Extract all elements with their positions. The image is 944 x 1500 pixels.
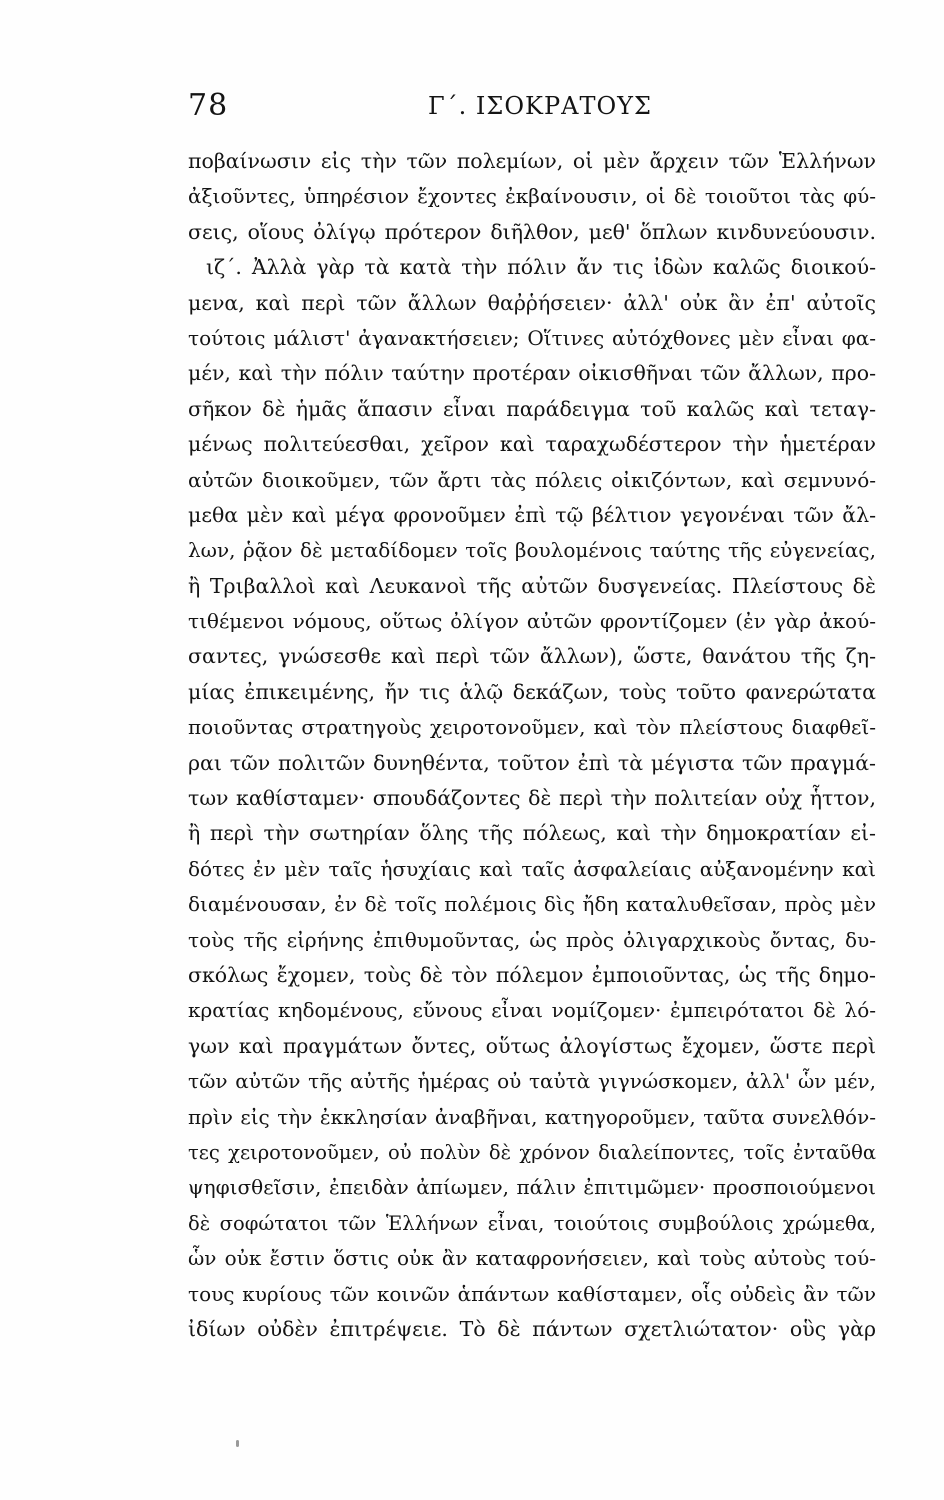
text-line: ποβαίνωσιν εἰς τὴν τῶν πολεμίων, οἱ μὲν ἄρχειν τῶν Ἑλλήνων: [188, 149, 876, 173]
text-line: δὲ σοφώτατοι τῶν Ἑλλήνων εἶναι, τοιούτοις συμβούλοις χρώμεθα,: [188, 1211, 876, 1235]
text-line: μεθα μὲν καὶ μέγα φρονοῦμεν ἐπὶ τῷ βέλτιον γεγονέναι τῶν ἄλ-: [188, 502, 876, 527]
text-line: σεις, οἵους ὀλίγῳ πρότερον διῆλθον, μεθ' ὅπλων κινδυνεύουσιν.: [188, 219, 876, 244]
text-line: γων καὶ πραγμάτων ὄντες, οὕτως ἀλογίστως ἔχομεν, ὥστε περὶ: [188, 1033, 876, 1058]
text-line: κρατίας κηδομένους, εὔνους εἶναι νομίζομεν· ἐμπειρότατοι δὲ λό-: [188, 998, 876, 1023]
text-line: αὐτῶν διοικοῦμεν, τῶν ἄρτι τὰς πόλεις οἰκιζόντων, καὶ σεμνυνό-: [188, 467, 876, 492]
text-line: λων, ῥᾷον δὲ μεταδίδομεν τοῖς βουλομένοις ταύτης τῆς εὐγενείας,: [188, 538, 876, 563]
text-line: μέν, καὶ τὴν πόλιν ταύτην προτέραν οἰκισθῆναι τῶν ἄλλων, προ-: [188, 361, 876, 386]
running-head: [188, 86, 876, 126]
text-line: πρὶν εἰς τὴν ἐκκλησίαν ἀναβῆναι, κατηγοροῦμεν, ταῦτα συνελθόν-: [188, 1104, 876, 1129]
text-line: τούτοις μάλιστ' ἀγανακτήσειεν; Οἵτινες αὐτόχθονες μὲν εἶναι φα-: [188, 325, 876, 350]
section-start-line: ιζ΄. Ἀλλὰ γὰρ τὰ κατὰ τὴν πόλιν ἄν τις ἰδὼν καλῶς διοικού-: [206, 255, 876, 280]
text-body: [188, 144, 876, 1347]
text-line: ἢ Τριβαλλοὶ καὶ Λευκανοὶ τῆς αὐτῶν δυσγενείας. Πλείστους δὲ: [188, 573, 876, 598]
text-line: τῶν αὐτῶν τῆς αὐτῆς ἡμέρας οὐ ταὐτὰ γιγνώσκομεν, ἀλλ' ὧν μέν,: [188, 1069, 876, 1094]
text-line: ἰδίων οὐδὲν ἐπιτρέψειε. Τὸ δὲ πάντων σχετλιώτατον· οὓς γὰρ: [188, 1316, 876, 1341]
text-line: μένως πολιτεύεσθαι, χεῖρον καὶ ταραχωδέστερον τὴν ἡμετέραν: [188, 432, 876, 457]
text-line: τους κυρίους τῶν κοινῶν ἁπάντων καθίσταμεν, οἷς οὐδεὶς ἂν τῶν: [188, 1281, 876, 1306]
text-line: τιθέμενοι νόμους, οὕτως ὀλίγον αὐτῶν φροντίζομεν (ἐν γὰρ ἀκού-: [188, 609, 876, 634]
text-line: ποιοῦντας στρατηγοὺς χειροτονοῦμεν, καὶ τὸν πλείστους διαφθεῖ-: [188, 715, 876, 740]
text-line: ραι τῶν πολιτῶν δυνηθέντα, τοῦτον ἐπὶ τὰ μέγιστα τῶν πραγμά-: [188, 750, 876, 775]
text-line: των καθίσταμεν· σπουδάζοντες δὲ περὶ τὴν πολιτείαν οὐχ ἧττον,: [188, 786, 876, 811]
running-title: Γ΄. ΙΣΟΚΡΑΤΟΥΣ: [428, 92, 652, 120]
text-line: ὧν οὐκ ἔστιν ὅστις οὐκ ἂν καταφρονήσειεν, καὶ τοὺς αὐτοὺς τού-: [188, 1246, 876, 1271]
text-line: σῆκον δὲ ἡμᾶς ἅπασιν εἶναι παράδειγμα τοῦ καλῶς καὶ τεταγ-: [188, 396, 876, 421]
text-line: τες χειροτονοῦμεν, οὐ πολὺν δὲ χρόνον διαλείποντες, τοῖς ἐνταῦθα: [188, 1140, 876, 1164]
text-line: ψηφισθεῖσιν, ἐπειδὰν ἀπίωμεν, πάλιν ἐπιτιμῶμεν· προσποιούμενοι: [188, 1175, 876, 1200]
text-line: μίας ἐπικειμένης, ἤν τις ἁλῷ δεκάζων, τοὺς τοῦτο φανερώτατα: [188, 679, 876, 704]
text-line: διαμένουσαν, ἐν δὲ τοῖς πολέμοις δὶς ἤδη καταλυθεῖσαν, πρὸς μὲν: [188, 892, 876, 917]
text-line: μενα, καὶ περὶ τῶν ἄλλων θαῤῥήσειεν· ἀλλ' οὐκ ἂν ἐπ' αὐτοῖς: [188, 290, 876, 315]
text-line: σαντες, γνώσεσθε καὶ περὶ τῶν ἄλλων), ὥστε, θανάτου τῆς ζη-: [188, 644, 876, 669]
text-line: ἢ περὶ τὴν σωτηρίαν ὅλης τῆς πόλεως, καὶ τὴν δημοκρατίαν εἰ-: [188, 821, 876, 846]
text-line: τοὺς τῆς εἰρήνης ἐπιθυμοῦντας, ὡς πρὸς ὀλιγαρχικοὺς ὄντας, δυ-: [188, 927, 876, 952]
text-line: δότες ἐν μὲν ταῖς ἡσυχίαις καὶ ταῖς ἀσφαλείαις αὐξανομένην καὶ: [188, 856, 876, 881]
text-line: σκόλως ἔχομεν, τοὺς δὲ τὸν πόλεμον ἐμποιοῦντας, ὡς τῆς δημο-: [188, 962, 876, 987]
text-line: ἀξιοῦντες, ὑπηρέσιον ἔχοντες ἐκβαίνουσιν, οἱ δὲ τοιοῦτοι τὰς φύ-: [188, 184, 876, 209]
paper-speck: [236, 1440, 239, 1447]
page-number: 78: [188, 88, 229, 123]
